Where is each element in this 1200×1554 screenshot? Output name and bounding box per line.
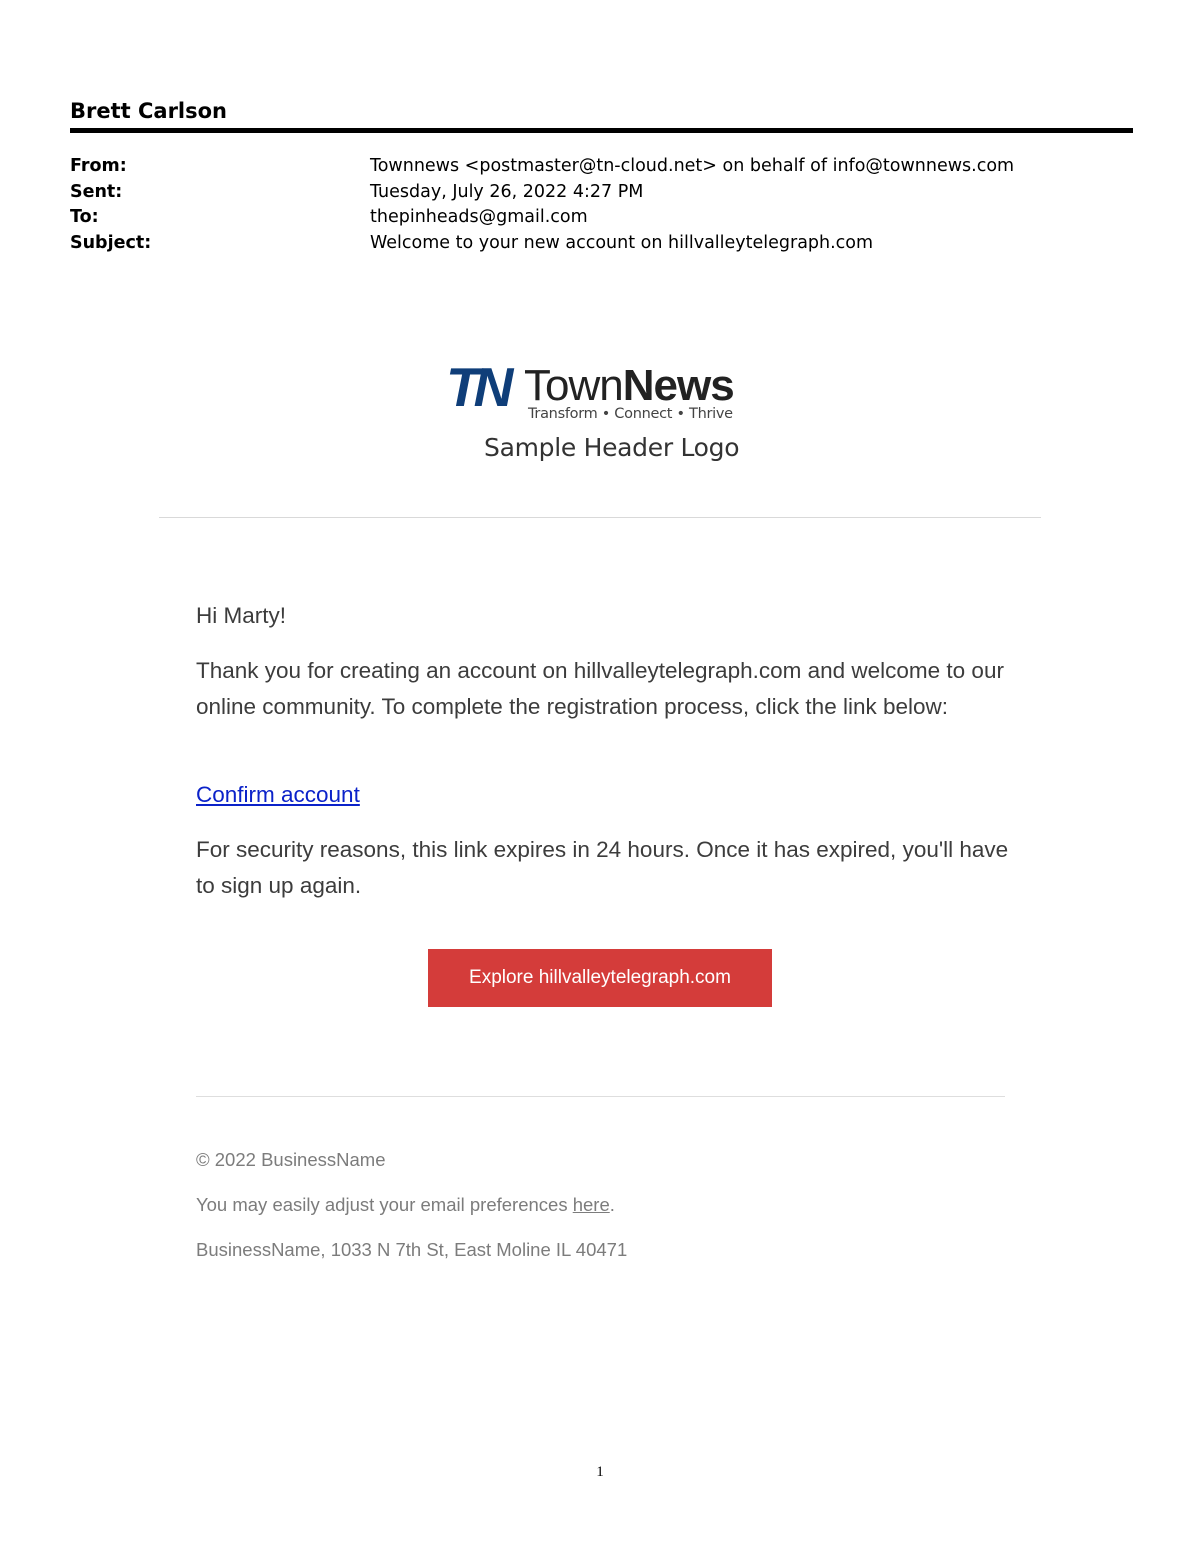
header-value: Townnews <postmaster@tn-cloud.net> on behalf of info@townnews.com [370, 156, 1015, 176]
header-label: To: [70, 207, 99, 227]
header-value: thepinheads@gmail.com [370, 207, 588, 227]
page-number: 1 [596, 1464, 604, 1480]
logo-wordmark [524, 362, 734, 410]
preferences-link[interactable]: here [572, 1194, 610, 1215]
greeting: Hi Marty! [196, 603, 286, 628]
townnews-logo [446, 356, 756, 470]
preferences-line [196, 1194, 615, 1216]
header-label: Sent: [70, 181, 123, 202]
header-divider [159, 517, 1041, 518]
header-label: Subject: [70, 232, 152, 253]
printer-name: Brett Carlson [70, 99, 228, 123]
security-paragraph: For security reasons, this link expires in 24 hours. Once it has expired, you'll have to sign up again. [196, 837, 1009, 898]
tn-logo-mark: TN [446, 356, 508, 418]
copyright-text: © 2022 BusinessName [196, 1149, 386, 1170]
intro-paragraph: Thank you for creating an account on hillvalleytelegraph.com and welcome to our online community. To complete the registration process, click the link below: [196, 658, 1004, 719]
confirm-link-line [196, 777, 1016, 813]
preferences-text: You may easily adjust your email preferences [196, 1194, 573, 1215]
business-address: BusinessName, 1033 N 7th St, East Moline IL 40471 [196, 1239, 628, 1260]
explore-site-button[interactable]: Explore hillvalleytelegraph.com [428, 949, 772, 1007]
logo-caption: Sample Header Logo [484, 433, 740, 462]
title-divider [70, 128, 1133, 133]
logo-news-text: News [622, 361, 734, 410]
header-value: Welcome to your new account on hillvalleytelegraph.com [370, 232, 874, 253]
preferences-period: . [609, 1194, 615, 1215]
confirm-account-link[interactable]: Confirm account [196, 782, 360, 807]
logo-tagline: Transform • Connect • Thrive [528, 406, 733, 422]
header-label: From: [70, 156, 127, 176]
footer-divider [196, 1096, 1005, 1097]
logo-town-text: Town [524, 361, 623, 410]
header-value: Tuesday, July 26, 2022 4:27 PM [370, 181, 644, 202]
